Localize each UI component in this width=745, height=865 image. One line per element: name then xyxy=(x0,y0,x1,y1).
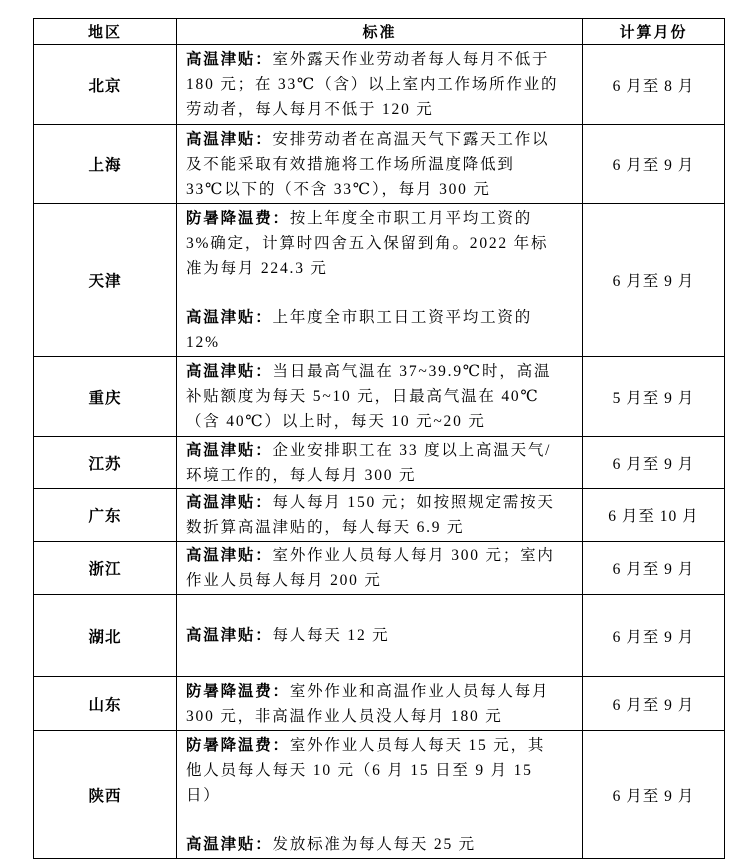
standard-line: 及不能采取有效措施将工作场所温度降低到 xyxy=(186,155,515,173)
standard-label: 高温津贴： xyxy=(186,835,273,853)
standard-text: 室外露天作业劳动者每人每月不低于 xyxy=(272,51,550,68)
standard-paragraph xyxy=(186,127,578,202)
region-name: 天津 xyxy=(34,204,177,357)
standard-label: 防暑降温费： xyxy=(186,209,290,227)
month-range: 6 月至 9 月 xyxy=(583,542,725,595)
month-range: 6 月至 9 月 xyxy=(583,204,725,357)
standard-text: 室外作业人员每人每天 15 元，其 xyxy=(289,736,546,754)
standard-paragraph xyxy=(186,733,578,808)
standard-label: 高温津贴： xyxy=(186,494,273,511)
region-name: 湖北 xyxy=(34,595,177,677)
standard-paragraph xyxy=(186,206,578,281)
standard-text: 每人每月 150 元；如按照规定需按天 xyxy=(272,494,555,511)
standard-label: 高温津贴： xyxy=(186,51,273,68)
table-row xyxy=(34,542,725,595)
standard-text: 上年度全市职工日工资平均工资的 xyxy=(272,308,533,326)
table-row xyxy=(34,357,725,437)
table-header-row xyxy=(34,19,725,45)
standard-line xyxy=(186,679,578,704)
standard-line xyxy=(186,490,578,515)
region-name: 上海 xyxy=(34,125,177,204)
standard-line: 33℃以下的（不含 33℃），每月 300 元 xyxy=(186,180,491,198)
standard-line: 数折算高温津贴的，每人每天 6.9 元 xyxy=(186,519,465,536)
standard-line xyxy=(186,733,578,758)
standard-paragraph xyxy=(186,679,578,729)
region-name: 重庆 xyxy=(34,357,177,437)
table-row xyxy=(34,489,725,542)
standard-line xyxy=(186,623,578,648)
standard-text: 安排劳动者在高温天气下露天工作以 xyxy=(272,130,550,148)
standard-paragraph xyxy=(186,490,578,540)
standard-label: 高温津贴： xyxy=(186,308,273,326)
standard-paragraph xyxy=(186,438,578,488)
month-range: 6 月至 8 月 xyxy=(583,45,725,125)
standard-line: 180 元；在 33℃（含）以上室内工作场所作业的 xyxy=(186,76,559,93)
standard-label: 高温津贴： xyxy=(186,547,273,564)
standard-cell xyxy=(177,731,583,859)
standard-text: 按上年度全市职工月平均工资的 xyxy=(289,209,533,227)
standard-cell xyxy=(177,595,583,677)
table-row xyxy=(34,125,725,204)
region-name: 浙江 xyxy=(34,542,177,595)
standard-label: 防暑降温费： xyxy=(186,682,290,700)
table-row xyxy=(34,437,725,489)
region-name: 江苏 xyxy=(34,437,177,489)
standard-label: 高温津贴： xyxy=(186,363,273,380)
standard-cell xyxy=(177,357,583,437)
month-range: 6 月至 9 月 xyxy=(583,677,725,731)
table-row xyxy=(34,45,725,125)
standard-line: 准为每月 224.3 元 xyxy=(186,259,328,277)
month-range: 6 月至 9 月 xyxy=(583,125,725,204)
standard-cell xyxy=(177,677,583,731)
standard-paragraph xyxy=(186,305,578,355)
standard-line: 劳动者，每人每月不低于 120 元 xyxy=(186,101,434,118)
standard-paragraph xyxy=(186,832,578,857)
standard-line xyxy=(186,359,578,384)
standard-line xyxy=(186,47,578,72)
allowance-table xyxy=(33,18,725,859)
standard-line xyxy=(186,206,578,231)
standard-line: 3%确定，计算时四舍五入保留到角。2022 年标 xyxy=(186,234,549,252)
standard-paragraph xyxy=(186,623,578,648)
month-range: 6 月至 9 月 xyxy=(583,731,725,859)
standard-text: 当日最高气温在 37~39.9℃时，高温 xyxy=(272,363,552,380)
table-row xyxy=(34,595,725,677)
standard-paragraph xyxy=(186,359,578,434)
standard-label: 高温津贴： xyxy=(186,441,273,459)
standard-line: 12% xyxy=(186,333,220,351)
standard-line: 300 元，非高温作业人员没人每月 180 元 xyxy=(186,707,503,725)
month-range: 5 月至 9 月 xyxy=(583,357,725,437)
table-row xyxy=(34,677,725,731)
standard-line: 日） xyxy=(186,786,221,804)
region-name: 陕西 xyxy=(34,731,177,859)
region-name: 山东 xyxy=(34,677,177,731)
month-range: 6 月至 9 月 xyxy=(583,595,725,677)
standard-line xyxy=(186,127,578,152)
standard-cell xyxy=(177,204,583,357)
standard-line: （含 40℃）以上时，每天 10 元~20 元 xyxy=(186,413,486,430)
region-name: 北京 xyxy=(34,45,177,125)
standard-label: 防暑降温费： xyxy=(186,736,290,754)
header-region: 地区 xyxy=(34,19,177,45)
standard-text: 企业安排职工在 33 度以上高温天气/ xyxy=(272,441,552,459)
standard-text: 发放标准为每人每天 25 元 xyxy=(272,835,476,853)
standard-line: 他人员每人每天 10 元（6 月 15 日至 9 月 15 xyxy=(186,761,533,779)
standard-text: 室外作业人员每人每月 300 元；室内 xyxy=(272,547,555,564)
standard-line xyxy=(186,832,578,857)
header-months: 计算月份 xyxy=(583,19,725,45)
month-range: 6 月至 9 月 xyxy=(583,437,725,489)
standard-cell xyxy=(177,437,583,489)
standard-line: 环境工作的，每人每月 300 元 xyxy=(186,466,417,484)
standard-text: 每人每天 12 元 xyxy=(272,627,390,644)
month-range: 6 月至 10 月 xyxy=(583,489,725,542)
standard-cell xyxy=(177,489,583,542)
standard-line xyxy=(186,305,578,330)
standard-line xyxy=(186,438,578,463)
table-row xyxy=(34,731,725,859)
standard-paragraph xyxy=(186,543,578,593)
standard-text: 室外作业和高温作业人员每人每月 xyxy=(289,682,550,700)
standard-cell xyxy=(177,542,583,595)
standard-label: 高温津贴： xyxy=(186,627,273,644)
standard-label: 高温津贴： xyxy=(186,130,273,148)
standard-paragraph xyxy=(186,47,578,122)
standard-cell xyxy=(177,125,583,204)
standard-cell xyxy=(177,45,583,125)
table-row xyxy=(34,204,725,357)
standard-line: 作业人员每人每月 200 元 xyxy=(186,572,382,589)
region-name: 广东 xyxy=(34,489,177,542)
header-standard: 标准 xyxy=(177,19,583,45)
standard-line xyxy=(186,543,578,568)
standard-line: 补贴额度为每天 5~10 元，日最高气温在 40℃ xyxy=(186,388,540,405)
